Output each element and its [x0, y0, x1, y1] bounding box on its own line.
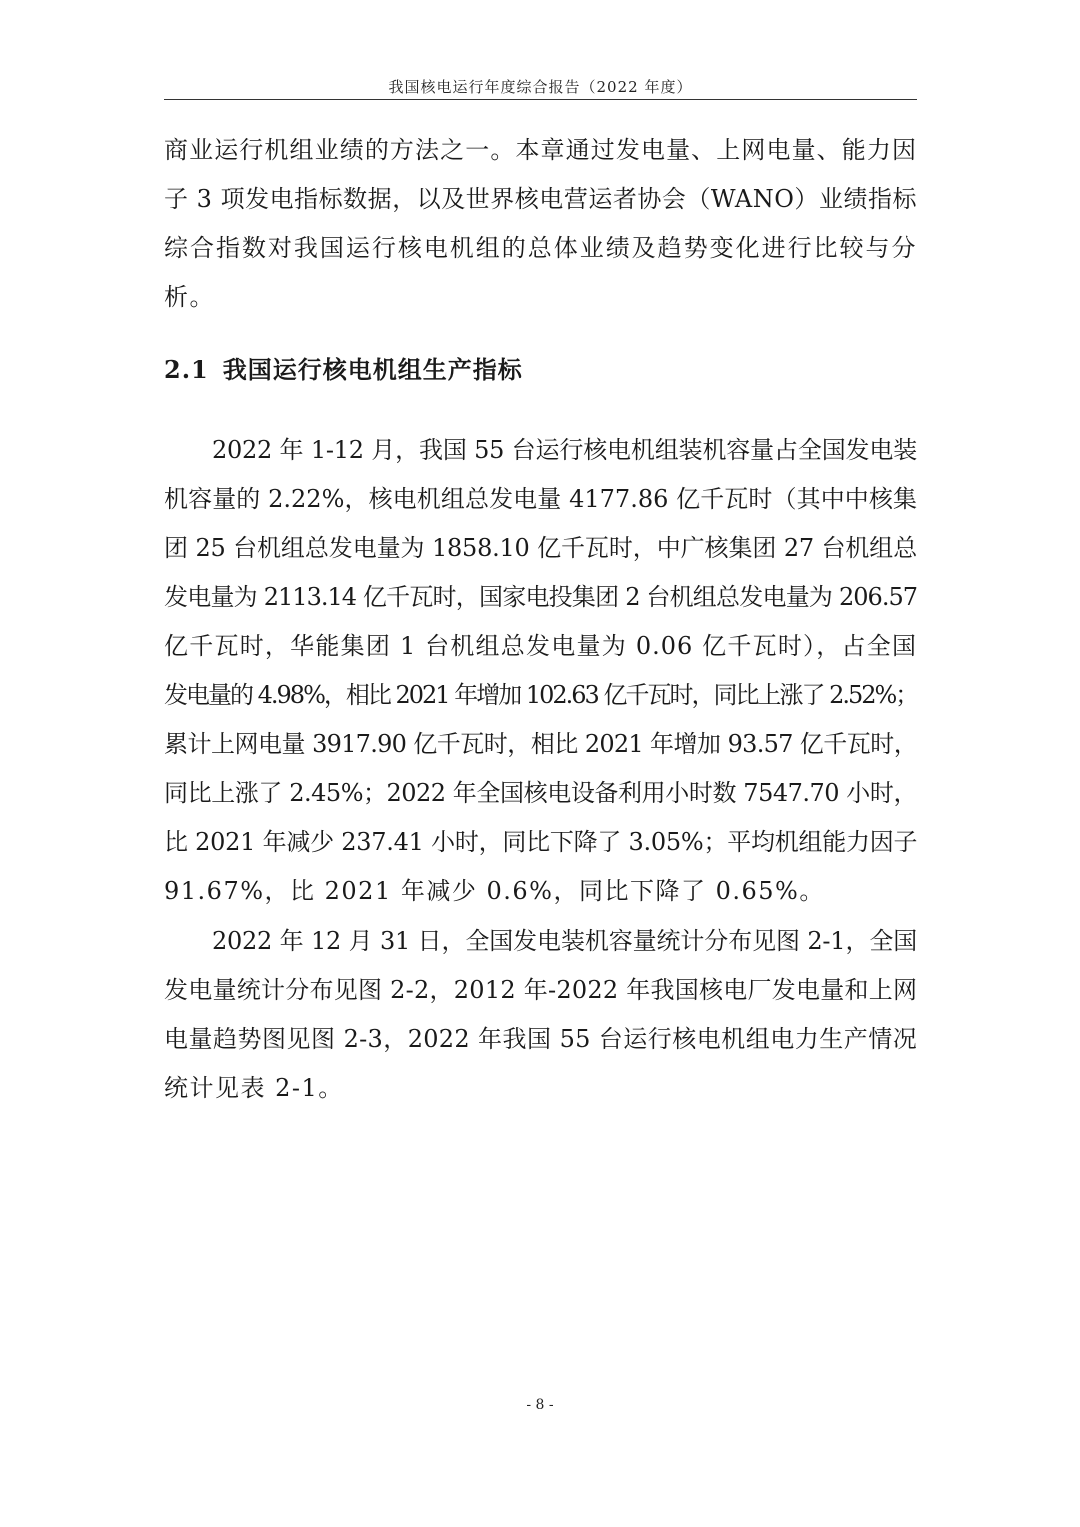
paragraph-line: 综合指数对我国运行核电机组的总体业绩及趋势变化进行比较与分 — [164, 234, 917, 262]
production-paragraph — [164, 426, 917, 916]
paragraph-line: 发电量统计分布见图 2-2，2012 年-2022 年我国核电厂发电量和上网 — [164, 976, 918, 1004]
paragraph-line: 团 25 台机组总发电量为 1858.10 亿千瓦时，中广核集团 27 台机组总 — [164, 534, 917, 562]
paragraph-line: 发电量的 4.98%，相比 2021 年增加 102.63 亿千瓦时，同比上涨了 2.52%； — [164, 681, 918, 709]
paragraph-line: 发电量为 2113.14 亿千瓦时，国家电投集团 2 台机组总发电量为 206.57 — [164, 583, 917, 611]
paragraph-line: 2022 年 1-12 月，我国 55 台运行核电机组装机容量占全国发电装 — [212, 436, 917, 464]
paragraph-line: 析。 — [164, 283, 215, 311]
paragraph-line: 统计见表 2-1。 — [164, 1074, 344, 1102]
section-title: 我国运行核电机组生产指标 — [222, 355, 523, 384]
paragraph-line: 91.67%，比 2021 年减少 0.6%，同比下降了 0.65%。 — [164, 877, 825, 905]
paragraph-line: 同比上涨了 2.45%；2022 年全国核电设备利用小时数 7547.70 小时， — [164, 779, 917, 807]
paragraph-line: 比 2021 年减少 237.41 小时，同比下降了 3.05%；平均机组能力因子 — [164, 828, 918, 856]
paragraph-line: 电量趋势图见图 2-3，2022 年我国 55 台运行核电机组电力生产情况 — [164, 1025, 917, 1053]
paragraph-line: 子 3 项发电指标数据，以及世界核电营运者协会（WANO）业绩指标 — [164, 185, 917, 213]
paragraph-line: 亿千瓦时，华能集团 1 台机组总发电量为 0.06 亿千瓦时），占全国 — [164, 632, 917, 660]
section-heading — [164, 350, 523, 385]
figures-paragraph — [164, 917, 917, 1113]
page-number: - 8 - — [526, 1397, 554, 1413]
intro-paragraph — [164, 126, 917, 322]
header-divider — [164, 99, 917, 100]
paragraph-line: 累计上网电量 3917.90 亿千瓦时，相比 2021 年增加 93.57 亿千瓦时， — [164, 730, 917, 758]
paragraph-line: 2022 年 12 月 31 日，全国发电装机容量统计分布见图 2-1，全国 — [212, 927, 917, 955]
paragraph-line: 商业运行机组业绩的方法之一。本章通过发电量、上网电量、能力因 — [164, 136, 917, 164]
paragraph-line: 机容量的 2.22%，核电机组总发电量 4177.86 亿千瓦时（其中中核集 — [164, 485, 917, 513]
section-number: 2.1 — [164, 355, 209, 384]
running-header: 我国核电运行年度综合报告（2022 年度） — [388, 78, 693, 96]
